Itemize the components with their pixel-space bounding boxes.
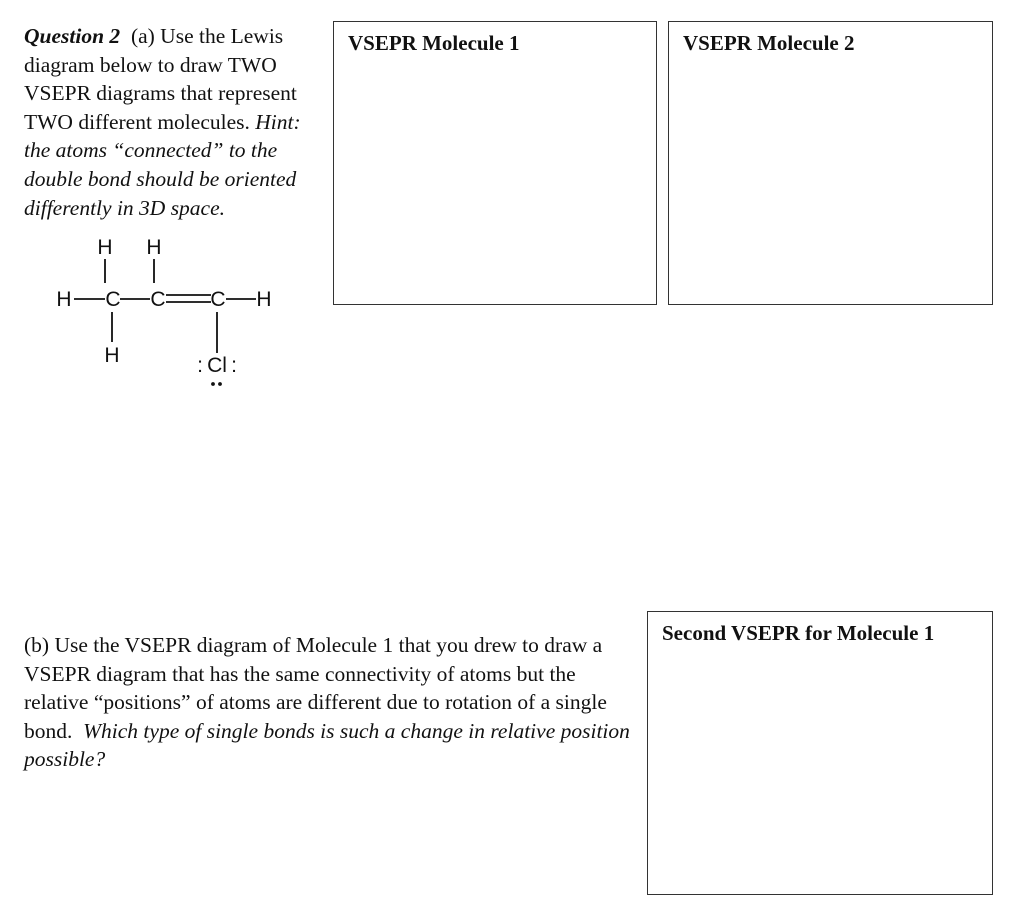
box-title: VSEPR Molecule 2 (683, 31, 855, 55)
second-vsepr-molecule-1-box[interactable] (647, 611, 993, 895)
atom-h-bottom: H (104, 344, 120, 367)
lone-pair-right: : (231, 354, 237, 377)
lone-pair-dot (211, 382, 215, 386)
box-title: VSEPR Molecule 1 (348, 31, 520, 55)
vsepr-molecule-2-box[interactable] (668, 21, 993, 305)
atom-h-top-right: H (146, 236, 162, 259)
atom-h-left: H (56, 288, 72, 311)
atom-h-right: H (256, 288, 272, 311)
question-2a-text: (a) Use the Lewis diagram below to draw TWO VSEPR diagrams that represent TWO different molecules. (24, 24, 297, 134)
vsepr-molecule-1-box[interactable] (333, 21, 657, 305)
atom-c-2: C (150, 288, 166, 311)
atom-c-3: C (210, 288, 226, 311)
question-2a (24, 22, 324, 222)
lone-pair-dot (218, 382, 222, 386)
atom-h-top-left: H (97, 236, 113, 259)
question-2a-hint: Hint: the atoms “connected” to the double bond should be oriented differently in 3D space. (24, 109, 301, 220)
box-title: Second VSEPR for Molecule 1 (662, 621, 935, 645)
atom-c-1: C (105, 288, 121, 311)
atom-cl: Cl (207, 354, 227, 377)
question-label: Question 2 (24, 24, 121, 48)
lewis-structure-diagram (50, 228, 290, 398)
lone-pair-left: : (197, 354, 203, 377)
question-2b-text: (b) Use the VSEPR diagram of Molecule 1 that you drew to draw a VSEPR diagram that has the same connectivity of atoms but the relative “positions” of atoms are different due to rotation of a single bond. (24, 633, 607, 743)
question-2b (24, 631, 639, 774)
question-2b-question: Which type of single bonds is such a change in relative position possible? (24, 718, 630, 772)
